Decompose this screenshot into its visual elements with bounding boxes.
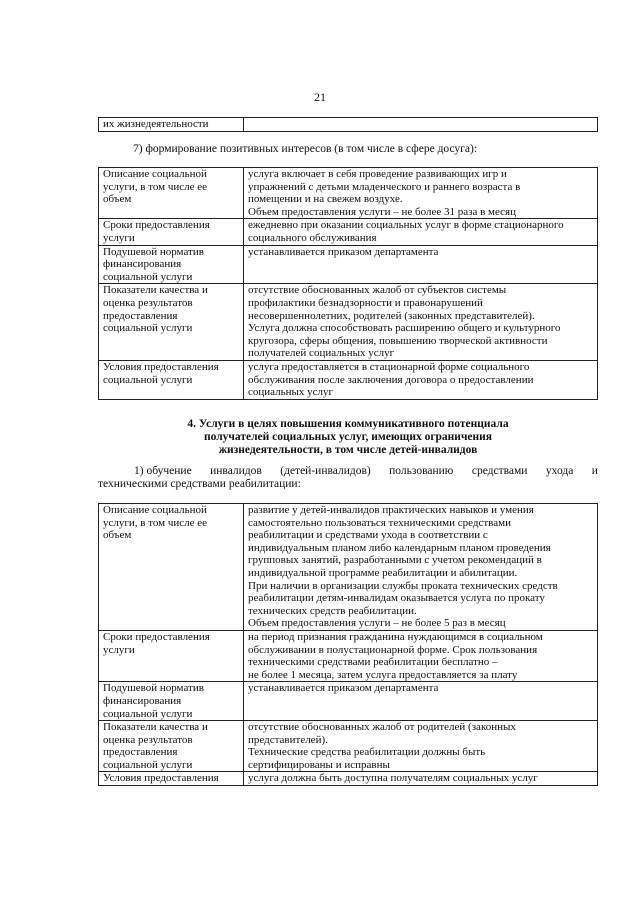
row-label-cell: [99, 360, 244, 399]
row-value-line: реабилитации и средствами ухода в соответствии с: [248, 529, 488, 542]
row-label-line: Подушевой норматив: [103, 245, 204, 258]
row-label-cell: [99, 721, 244, 772]
row-label-line: предоставления: [103, 746, 178, 759]
item7-heading: 7) формирование позитивных интересов (в том числе в сфере досуга):: [133, 143, 478, 155]
item1-word: и: [591, 465, 598, 477]
table-row: [99, 682, 598, 721]
item1-word: пользованию: [389, 465, 454, 477]
item1-first-line: [98, 465, 598, 478]
row-value-cell: [244, 219, 598, 245]
item1-word: 1) обучение: [134, 465, 192, 477]
row-value-line: не более 1 месяца, затем услуга предоставляется за плату: [248, 668, 518, 681]
row-value-cell: [244, 245, 598, 284]
table-row: [99, 630, 598, 681]
table-row: [99, 504, 598, 631]
top-table-right-cell: [244, 118, 598, 132]
section4-title: [98, 418, 598, 457]
service-table-leisure: [98, 167, 598, 400]
row-value-cell: [244, 772, 598, 786]
row-label-line: социальной услуги: [103, 707, 193, 720]
row-label-line: оценка результатов: [103, 733, 193, 746]
row-label-cell: [99, 682, 244, 721]
row-value-line: При наличии в организации службы проката технических средств: [248, 579, 558, 592]
row-label-line: Условия предоставления: [103, 360, 219, 373]
top-table: [98, 117, 598, 132]
row-label-line: Показатели качества и: [103, 721, 208, 734]
section4-title-line: 4. Услуги в целях повышения коммуникативного потенциала: [187, 418, 509, 430]
row-value-line: Объем предоставления услуги – не более 5 раз в месяц: [248, 617, 506, 630]
row-label-line: социальной услуги: [103, 322, 193, 335]
item1-word: ухода: [545, 465, 574, 477]
row-value-line: социальных услуг: [248, 386, 334, 399]
row-value-cell: [244, 168, 598, 219]
row-value-line: кругозора, сферы общения, повышению творческой активности: [248, 334, 548, 347]
row-label-line: Сроки предоставления: [103, 630, 210, 643]
row-value-line: технических средств реабилитации.: [248, 604, 417, 617]
row-value-line: Технические средства реабилитации должны быть: [248, 746, 486, 759]
row-value-line: сертифицированы и исправны: [248, 758, 390, 771]
row-label-line: социальной услуги: [103, 758, 193, 771]
table-row: [99, 219, 598, 245]
row-label-line: предоставления: [103, 309, 178, 322]
row-label-line: Сроки предоставления: [103, 219, 210, 232]
table-row: [99, 245, 598, 284]
service-table-rehab: [98, 503, 598, 786]
top-table-left-cell: их жизнедеятельности: [99, 118, 244, 132]
row-value-line: услуга предоставляется в стационарной форме социального: [248, 360, 530, 373]
section4-title-line: получателей социальных услуг, имеющих ограничения: [203, 431, 493, 443]
item1-word: средствами: [471, 465, 528, 477]
row-value-line: ежедневно при оказании социальных услуг в форме стационарного: [248, 219, 564, 232]
row-value-line: устанавливается приказом департамента: [248, 245, 439, 258]
row-label-line: финансирования: [103, 258, 182, 271]
row-label-line: услуги, в том числе ее: [103, 516, 208, 529]
row-value-line: обслуживании в полустационарной форме. Срок пользования: [248, 643, 538, 656]
row-value-line: упражнений с детьми младенческого и раннего возраста в: [248, 180, 521, 193]
row-label-line: социальной услуги: [103, 373, 193, 386]
row-label-line: оценка результатов: [103, 296, 193, 309]
item1-word: инвалидов: [210, 465, 262, 477]
row-label-line: Описание социальной: [103, 504, 207, 516]
row-label-line: Описание социальной: [103, 168, 207, 180]
row-value-line: услуга должна быть доступна получателям социальных услуг: [248, 772, 538, 785]
item1-paragraph: [98, 465, 598, 491]
row-value-line: развитие у детей-инвалидов практических навыков и умения: [248, 504, 534, 516]
row-label-line: Подушевой норматив: [103, 682, 204, 695]
row-value-cell: [244, 504, 598, 631]
row-label-cell: [99, 219, 244, 245]
row-value-line: Услуга должна способствовать расширению общего и культурного: [248, 322, 561, 335]
table-row: [99, 721, 598, 772]
row-label-cell: [99, 245, 244, 284]
row-label-line: Показатели качества и: [103, 284, 208, 297]
row-label-line: услуги: [103, 643, 135, 656]
item1-second-line: техническими средствами реабилитации:: [98, 478, 301, 490]
row-value-line: обслуживания после заключения договора о предоставлении: [248, 373, 534, 386]
table-row: [99, 360, 598, 399]
row-value-line: на период признания гражданина нуждающимся в социальном: [248, 630, 543, 643]
row-value-cell: [244, 721, 598, 772]
row-value-line: помещении и на свежем воздухе.: [248, 193, 403, 206]
row-label-cell: [99, 504, 244, 631]
row-value-line: отсутствие обоснованных жалоб от субъектов системы: [248, 284, 507, 297]
row-value-line: несовершеннолетних, родителей (законных представителей).: [248, 309, 535, 322]
row-label-cell: [99, 772, 244, 786]
table-row: [99, 772, 598, 786]
row-value-line: профилактики безнадзорности и правонарушений: [248, 296, 483, 309]
table-row: [99, 284, 598, 361]
row-value-line: получателей социальных услуг: [248, 347, 395, 360]
row-label-line: Условия предоставления: [103, 772, 219, 785]
row-label-line: социальной услуги: [103, 270, 193, 283]
row-label-cell: [99, 284, 244, 361]
row-value-cell: [244, 682, 598, 721]
row-label-line: объем: [103, 193, 132, 206]
row-value-cell: [244, 360, 598, 399]
row-value-line: социального обслуживания: [248, 231, 377, 244]
row-value-line: самостоятельно пользоваться техническими средствами: [248, 516, 511, 529]
row-value-line: индивидуальным планом либо календарным планом проведения: [248, 541, 551, 554]
row-value-line: Объем предоставления услуги – не более 31 раза в месяц: [248, 205, 516, 218]
row-label-cell: [99, 630, 244, 681]
row-value-cell: [244, 630, 598, 681]
item1-word: (детей-инвалидов): [280, 465, 371, 477]
table-row: [99, 168, 598, 219]
row-value-line: отсутствие обоснованных жалоб от родителей (законных: [248, 721, 516, 734]
row-value-line: индивидуальной программе реабилитации и абилитации.: [248, 566, 518, 579]
row-value-line: услуга включает в себя проведение развивающих игр и: [248, 168, 507, 180]
row-label-line: услуги: [103, 231, 135, 244]
section4-title-line: жизнедеятельности, в том числе детей-инвалидов: [218, 444, 478, 456]
row-value-cell: [244, 284, 598, 361]
row-value-line: техническими средствами реабилитации бесплатно –: [248, 656, 498, 669]
row-label-cell: [99, 168, 244, 219]
table-row: [99, 118, 598, 132]
row-label-line: объем: [103, 529, 132, 542]
row-value-line: представителей).: [248, 733, 328, 746]
row-label-line: услуги, в том числе ее: [103, 180, 208, 193]
row-label-line: финансирования: [103, 694, 182, 707]
page-number: 21: [314, 90, 326, 104]
row-value-line: реабилитации детям-инвалидам оказывается услуга по прокату: [248, 592, 545, 605]
row-value-line: устанавливается приказом департамента: [248, 682, 439, 695]
row-value-line: групповых занятий, разработанными с учетом рекомендаций в: [248, 554, 542, 567]
